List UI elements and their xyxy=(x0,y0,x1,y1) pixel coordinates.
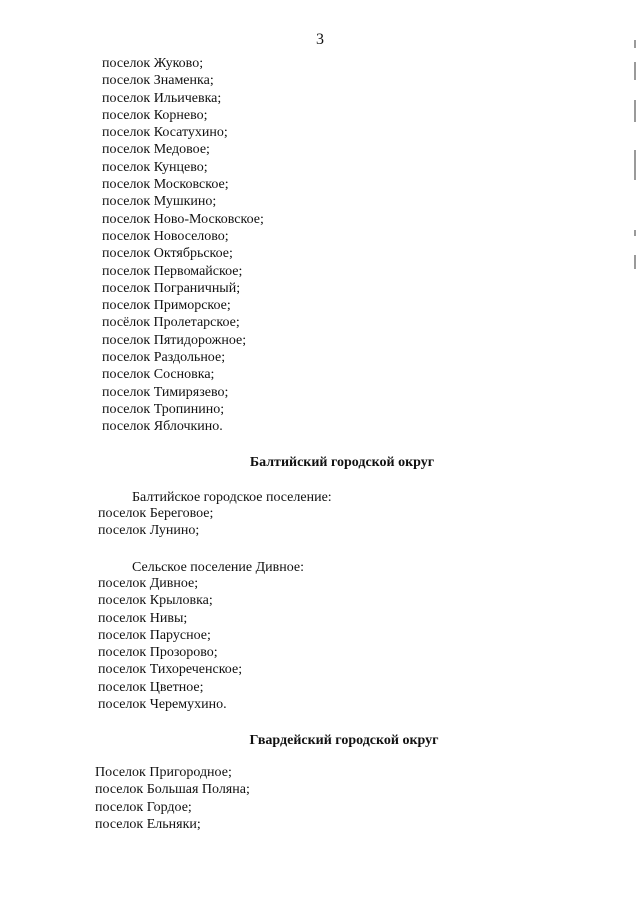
settlement-item: поселок Первомайское; xyxy=(102,263,243,279)
settlement-item: поселок Медовое; xyxy=(102,142,210,158)
settlement-item: поселок Знаменка; xyxy=(102,73,214,89)
settlement-item: поселок Приморское; xyxy=(102,298,231,314)
settlement-item: поселок Береговое; xyxy=(98,506,214,521)
subsection-title-baltiysk-urban: Балтийское городское поселение: xyxy=(132,490,332,505)
settlement-item: поселок Дивное; xyxy=(98,576,199,591)
settlement-item: поселок Цветное; xyxy=(98,679,204,695)
settlement-item: поселок Новоселово; xyxy=(102,228,229,244)
settlement-item: поселок Октябрьское; xyxy=(102,246,233,262)
settlement-item: Поселок Пригородное; xyxy=(95,765,232,780)
settlement-item: поселок Московское; xyxy=(102,177,229,193)
settlement-item: поселок Тимирязево; xyxy=(102,384,229,400)
scan-edge-mark xyxy=(634,40,636,48)
settlement-item: поселок Ельняки; xyxy=(95,816,201,832)
settlement-item: поселок Ново-Московское; xyxy=(102,211,264,227)
settlement-item: поселок Косатухино; xyxy=(102,125,228,141)
settlement-item: поселок Мушкино; xyxy=(102,194,217,210)
settlement-item: поселок Ильичевка; xyxy=(102,90,222,106)
settlement-item: поселок Большая Поляна; xyxy=(95,782,250,798)
settlement-list xyxy=(102,55,264,436)
scan-edge-mark xyxy=(634,230,636,236)
settlement-item: поселок Яблочкино. xyxy=(102,419,223,435)
settlement-list xyxy=(98,575,242,713)
settlement-item: поселок Прозорово; xyxy=(98,645,218,661)
settlement-item: поселок Нивы; xyxy=(98,610,188,626)
section-heading-gvardeysk: Гвардейский городской округ xyxy=(249,733,439,748)
settlement-item: поселок Сосновка; xyxy=(102,367,215,383)
scan-edge-mark xyxy=(634,62,636,80)
settlement-item: поселок Лунино; xyxy=(98,523,200,539)
section-heading-baltiysk: Балтийский городской округ xyxy=(249,455,435,470)
settlement-item: поселок Крыловка; xyxy=(98,593,213,609)
settlement-list xyxy=(95,764,250,833)
scan-edge-mark xyxy=(634,150,636,180)
settlement-item: поселок Тихореченское; xyxy=(98,662,243,678)
settlement-item: поселок Жуково; xyxy=(102,56,204,71)
settlement-item: поселок Парусное; xyxy=(98,627,211,643)
scan-edge-mark xyxy=(634,100,636,122)
settlement-item: поселок Черемухино. xyxy=(98,697,227,713)
settlement-item: поселок Пограничный; xyxy=(102,280,241,296)
settlement-list xyxy=(98,505,213,540)
subsection-title-divnoe-rural: Сельское поселение Дивное: xyxy=(132,560,305,575)
scan-edge-mark xyxy=(634,255,636,269)
settlement-item: поселок Раздольное; xyxy=(102,350,226,366)
settlement-item: поселок Кунцево; xyxy=(102,159,208,175)
settlement-item: поселок Гордое; xyxy=(95,799,192,815)
settlement-item: поселок Корнево; xyxy=(102,107,208,123)
settlement-item: поселок Пятидорожное; xyxy=(102,332,247,348)
settlement-item: посёлок Пролетарское; xyxy=(102,315,240,331)
settlement-item: поселок Тропинино; xyxy=(102,401,225,417)
page-number: 3 xyxy=(316,31,324,48)
